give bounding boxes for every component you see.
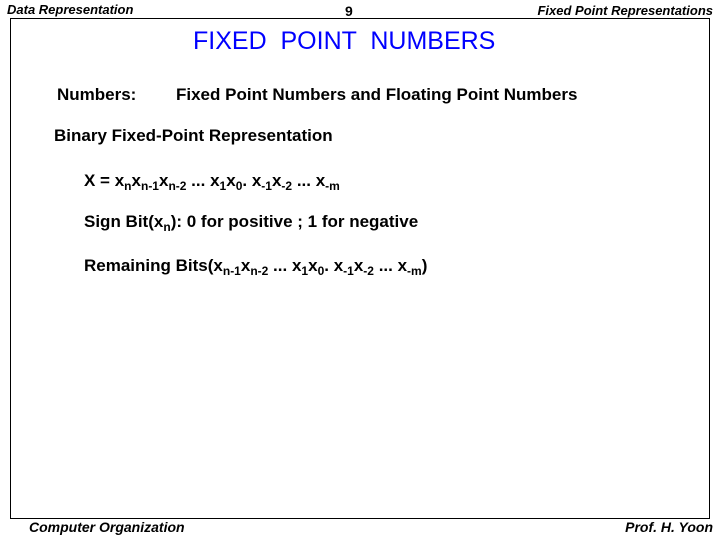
binary-fixed-point-heading: Binary Fixed-Point Representation (54, 126, 333, 145)
formula-subscript: -2 (281, 179, 293, 193)
remaining-part: ... x (268, 256, 302, 275)
formula-subscript: n-2 (168, 179, 187, 193)
formula-part: ... x (292, 171, 326, 190)
remaining-subscript: 1 (301, 264, 309, 278)
formula-part: x (226, 171, 236, 190)
formula-subscript: n-1 (140, 179, 159, 193)
remaining-subscript: n-1 (222, 264, 241, 278)
page-number: 9 (345, 3, 353, 19)
sign-bit-prefix: Sign Bit(x (84, 212, 164, 231)
remaining-subscript: -2 (363, 264, 374, 278)
formula-subscript: 0 (235, 179, 243, 193)
footer-course: Computer Organization (29, 519, 185, 535)
formula-subscript: 1 (219, 179, 227, 193)
numbers-label: Numbers: (57, 85, 137, 104)
remaining-part: x (308, 256, 318, 275)
footer-author: Prof. H. Yoon (625, 519, 713, 535)
formula-part: x (158, 171, 169, 190)
formula-part: x (131, 171, 141, 190)
formula-part: x (271, 171, 282, 190)
sign-bit-suffix: ): 0 for positive ; 1 for negative (170, 212, 419, 231)
formula-subscript: -m (325, 179, 340, 193)
numbers-value: Fixed Point Numbers and Floating Point Numbers (176, 85, 578, 104)
sign-bit-line (84, 212, 418, 232)
remaining-subscript: -1 (343, 264, 354, 278)
formula-subscript: n (124, 179, 132, 193)
remaining-subscript: 0 (317, 264, 325, 278)
fixed-point-formula (84, 171, 340, 191)
remaining-part: x (240, 256, 251, 275)
formula-subscript: -1 (261, 179, 272, 193)
remaining-subscript: n-2 (250, 264, 269, 278)
formula-part: ... x (186, 171, 220, 190)
remaining-subscript: -m (407, 264, 422, 278)
header-course-title: Data Representation (7, 2, 134, 17)
formula-part: . x (242, 171, 262, 190)
remaining-part: . x (324, 256, 344, 275)
header-section-title: Fixed Point Representations (537, 3, 713, 18)
formula-part: X = x (84, 171, 125, 190)
remaining-part: ... x (373, 256, 408, 275)
remaining-part: Remaining Bits(x (84, 256, 223, 275)
remaining-bits-line (84, 256, 427, 276)
remaining-part: x (353, 256, 364, 275)
slide-title: FIXED POINT NUMBERS (193, 27, 496, 55)
sign-bit-subscript: n (163, 220, 171, 234)
remaining-part: ) (421, 256, 428, 275)
